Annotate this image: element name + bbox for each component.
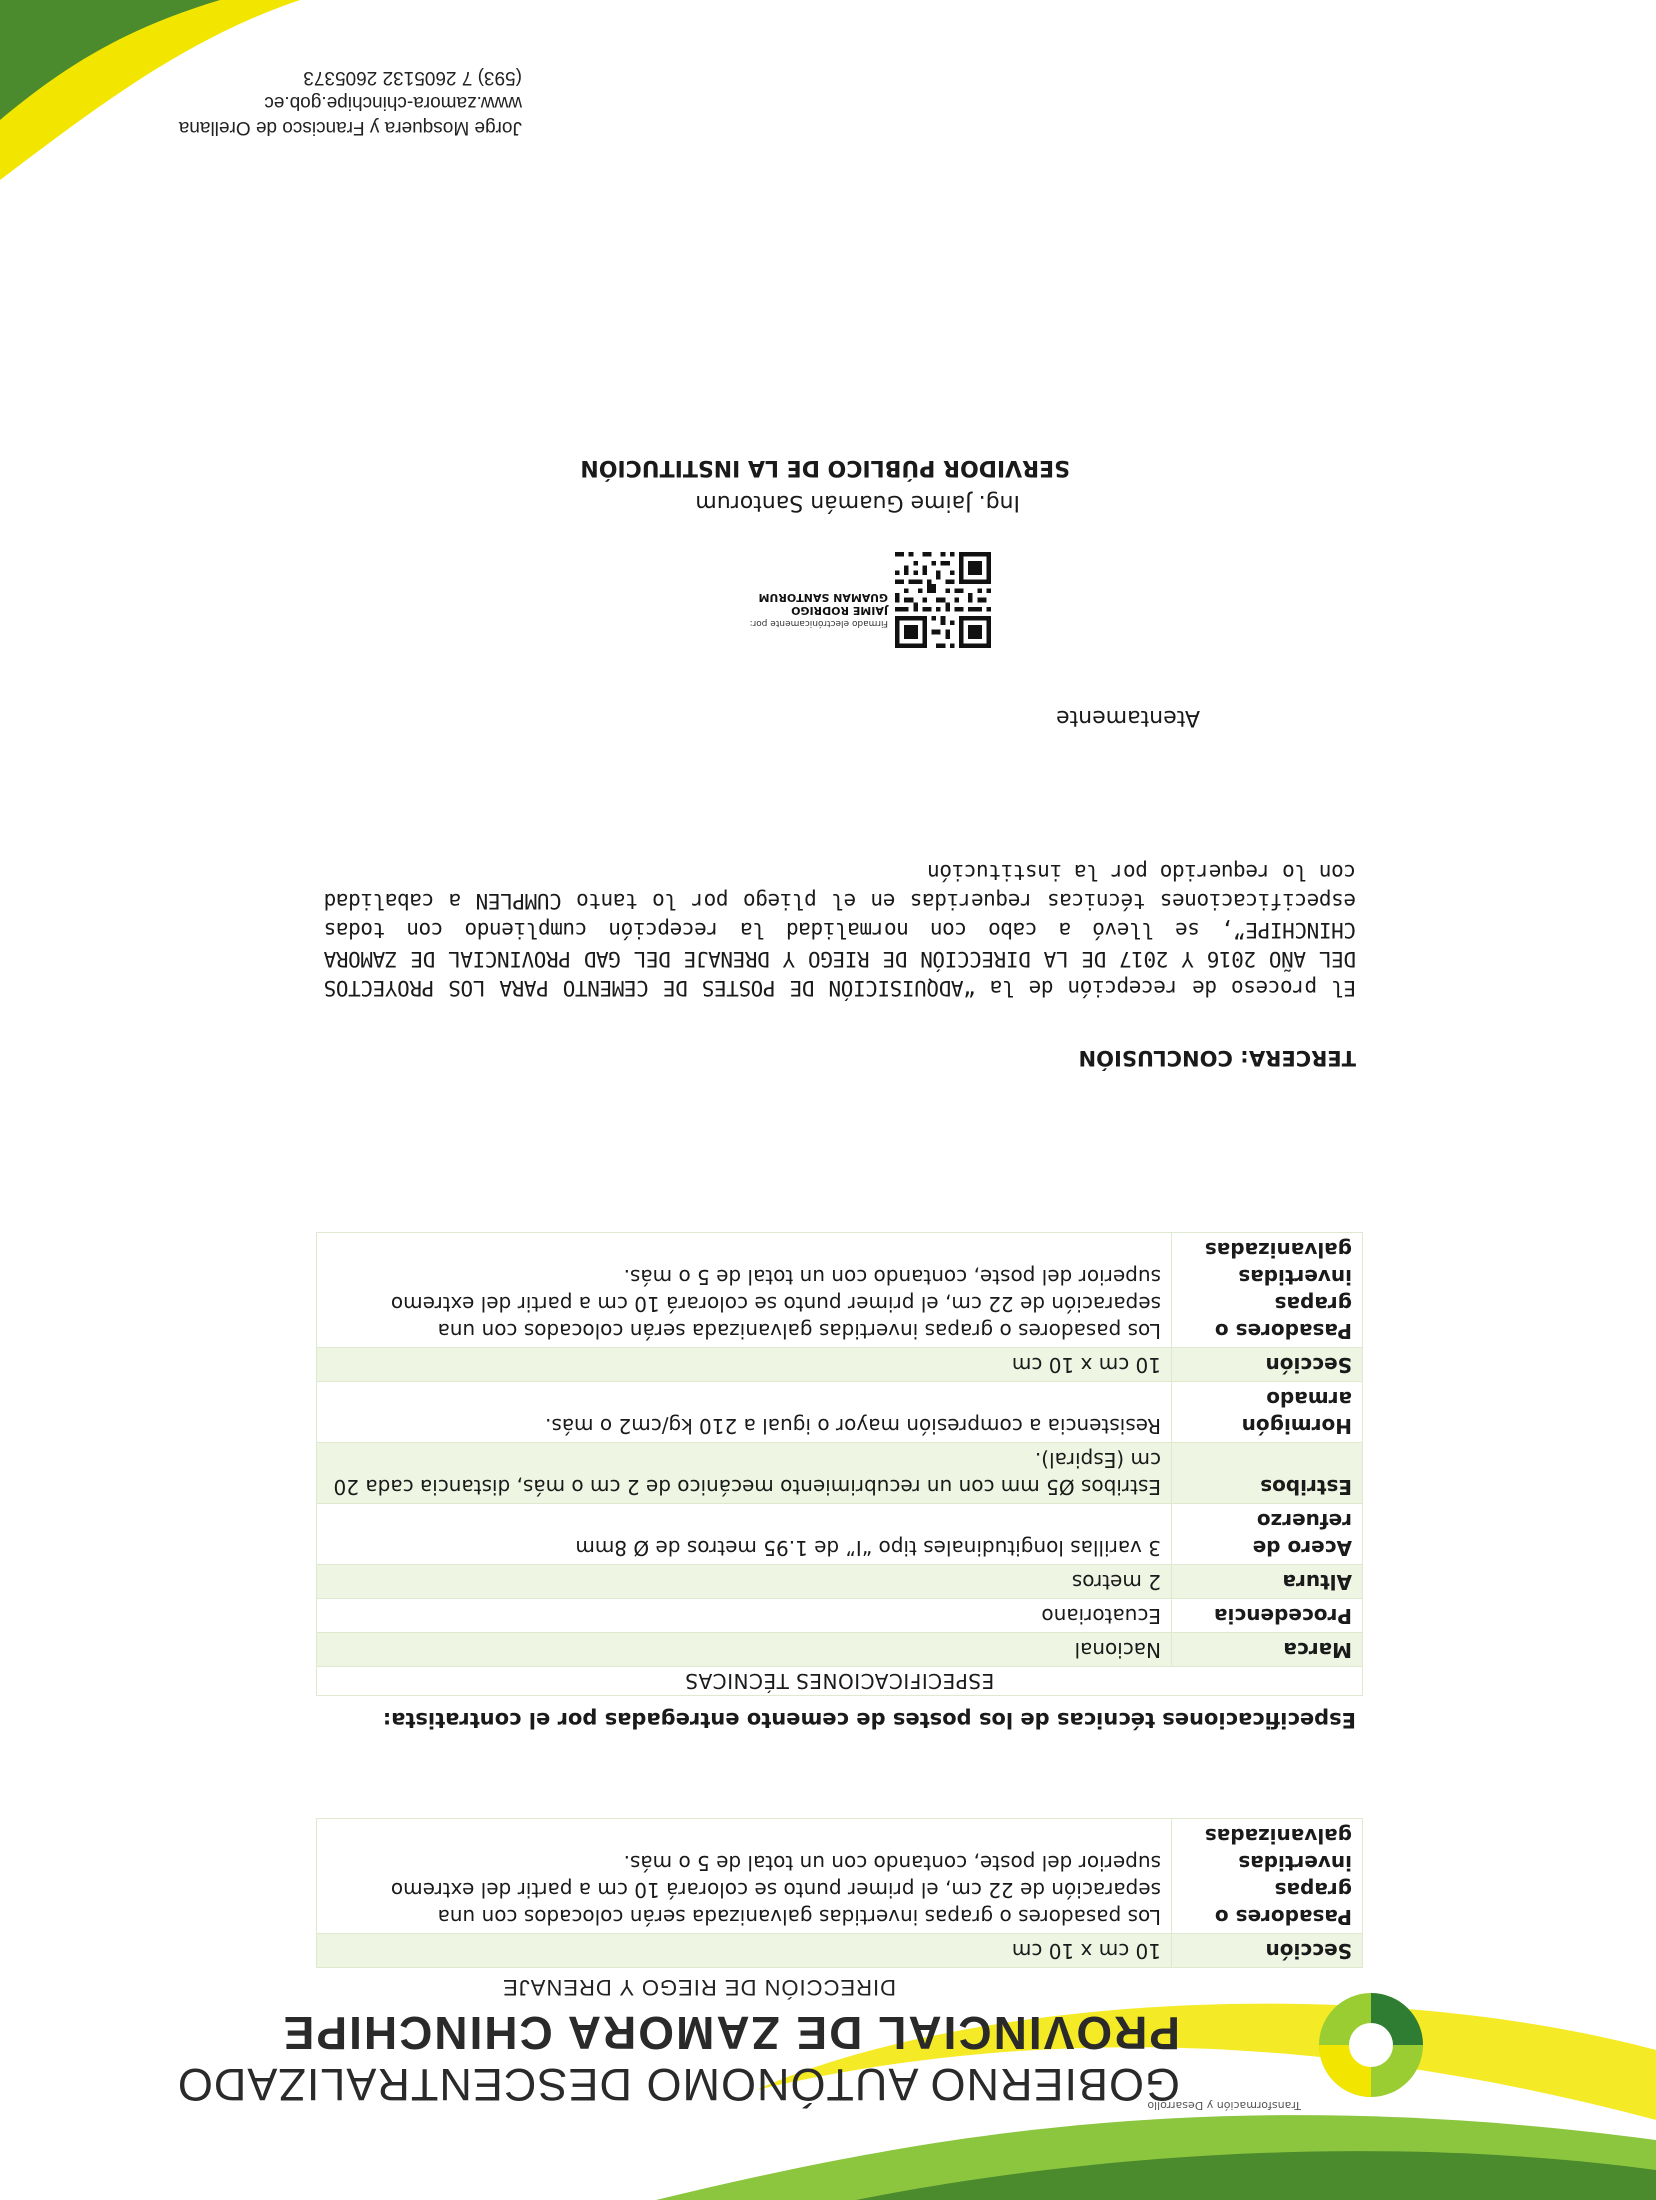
table-row	[317, 1565, 1363, 1599]
row-label: Pasadores o grapas invertidas galvanizadas	[1172, 1233, 1363, 1348]
row-value: 10 cm x 10 cm	[317, 1934, 1172, 1968]
footer-contact	[179, 65, 522, 140]
row-value: Nacional	[317, 1633, 1172, 1667]
spec-heading: Especificaciones técnicas de los postes de cemento entregadas por el contratista:	[382, 1708, 1356, 1732]
row-value: Los pasadores o grapas invertidas galvanizada serán colocados con una separación de 22 cm, el primer punto se colorará 10 cm a partir del extremo superior del poste, contando con un total de 5 o más.	[317, 1233, 1172, 1348]
table-caption-row	[317, 1667, 1363, 1696]
org-name-line1: GOBIERNO AUTÓNOMO DESCENTRALIZADO	[176, 2059, 1180, 2110]
row-label: Hormigón armado	[1172, 1382, 1363, 1443]
signer-role: SERVIDOR PÚBLICO DE LA INSTITUCIÓN	[580, 455, 1070, 480]
signer-name: Ing. Jaime Guamán Santorum	[695, 490, 1020, 515]
row-label: Pasadores o grapas invertidas galvanizadas	[1172, 1819, 1363, 1934]
table-row	[317, 1633, 1363, 1667]
signature-details	[750, 591, 888, 628]
table-row	[317, 1819, 1363, 1934]
spec-table-main	[316, 1232, 1363, 1696]
row-value: Resistencia a compresión mayor o igual a 210 kg/cm2 o más.	[317, 1382, 1172, 1443]
row-label: Altura	[1172, 1565, 1363, 1599]
row-label: Acero de refuerzo	[1172, 1504, 1363, 1565]
conclusion-text: El proceso de recepción de la “ADQUISICIÓN DE POSTES DE CEMENTO PARA LOS PROYECTOS DEL AÑO 2016 Y 2017 DE LA DIRECCIÓN DE RIEGO Y DRENAJE DEL GAD PROVINCIAL DE ZAMORA CHINCHIPE”, se llevó a cabo con normalidad la recepción cumpliendo con todas especificaciones técnicas requeridas en el pliego por lo tanto CUMPLEN a cabalidad con lo requerido por la institución	[324, 860, 1356, 1000]
row-value: Los pasadores o grapas invertidas galvanizada serán colocados con una separación de 22 cm, el primer punto se colorará 10 cm a partir del extremo superior del poste, contando con un total de 5 o más.	[317, 1819, 1172, 1934]
row-value: 10 cm x 10 cm	[317, 1348, 1172, 1382]
table-row	[317, 1443, 1363, 1504]
row-label: Marca	[1172, 1633, 1363, 1667]
closing-salutation: Atentamente	[1056, 705, 1200, 730]
row-label: Sección	[1172, 1934, 1363, 1968]
row-label: Procedencia	[1172, 1599, 1363, 1633]
row-label: Sección	[1172, 1348, 1363, 1382]
table-row	[317, 1382, 1363, 1443]
table-row	[317, 1934, 1363, 1968]
org-name-line2: PROVINCIAL DE ZAMORA CHINCHIPE	[281, 2007, 1180, 2059]
row-value: 3 varillas longitudinales tipo “I” de 1.95 metros de Ø 8mm	[317, 1504, 1172, 1565]
row-value: Estribos Ø5 mm con un recubrimiento mecánico de 2 cm o más, distancia cada 20 cm (Espiral).	[317, 1443, 1172, 1504]
footer-website: www.zamora-chinchipe.gob.ec	[264, 92, 522, 113]
table-row	[317, 1233, 1363, 1348]
table-row	[317, 1599, 1363, 1633]
footer-phone: (593) 7 2605132 2605373	[303, 67, 522, 88]
logo-tagline: Transformación y Desarrollo	[1147, 2099, 1301, 2112]
table-row	[317, 1348, 1363, 1382]
signature-caption: Firmado electrónicamente por:	[749, 618, 888, 628]
table-row	[317, 1504, 1363, 1565]
signature-name-line1: JAIME RODRIGO	[791, 604, 888, 617]
table-caption: ESPECIFICACIONES TÉCNICAS	[317, 1667, 1363, 1696]
department-name: DIRECCIÓN DE RIEGO Y DRENAJE	[502, 1975, 896, 2000]
row-value: Ecuatoriano	[317, 1599, 1172, 1633]
signature-name-line2: GUAMAN SANTORUM	[758, 591, 888, 604]
footer-address: Jorge Mosquera y Francisco de Orellana	[178, 117, 522, 138]
prefecture-logo	[1311, 1985, 1431, 2105]
conclusion-title: TERCERA: CONCLUSIÓN	[1078, 1046, 1356, 1070]
row-value: 2 metros	[317, 1565, 1172, 1599]
signature-qr-code	[895, 552, 991, 648]
row-label: Estribos	[1172, 1443, 1363, 1504]
spec-table-continued	[316, 1818, 1363, 1968]
